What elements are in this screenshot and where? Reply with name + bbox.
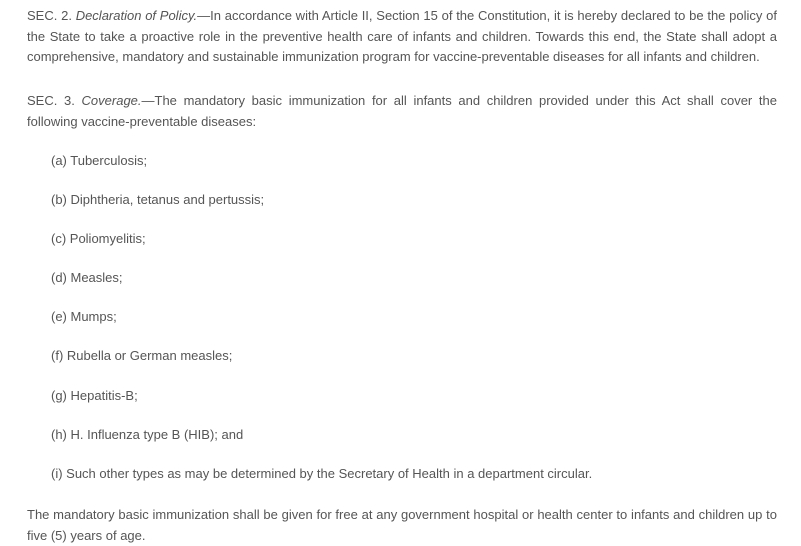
disease-list-item-c: (c) Poliomyelitis;	[51, 231, 146, 247]
section-2-heading: Declaration of Policy.	[75, 8, 198, 23]
section-2-number: SEC. 2.	[27, 8, 76, 23]
disease-list-item-b: (b) Diphtheria, tetanus and pertussis;	[51, 192, 265, 208]
section-2-declaration-of-policy	[27, 6, 777, 68]
disease-list-item-f: (f) Rubella or German measles;	[51, 348, 233, 364]
section-2-text: —In accordance with Article II, Section 15 of the Constitution, it is hereby declared to be the policy of the State to take a proactive role in the preventive health care of infants and children. Towards this end, the State shall adopt a comprehensive, mandatory and sustainable immunization program for vaccine-preventable diseases for all infants and children.	[27, 8, 777, 65]
disease-list-item-d: (d) Measles;	[51, 270, 123, 286]
section-3-heading: Coverage.	[81, 93, 142, 108]
closing-paragraph: The mandatory basic immunization shall be given for free at any government hospital or health center to infants and children up to five (5) years of age.	[27, 507, 777, 543]
section-3-coverage	[27, 91, 777, 132]
section-3-text: —The mandatory basic immunization for all infants and children provided under this Act shall cover the following vaccine-preventable diseases:	[27, 93, 777, 129]
disease-list-item-h: (h) H. Influenza type B (HIB); and	[51, 426, 244, 442]
disease-list-item-a: (a) Tuberculosis;	[51, 153, 148, 168]
section-3-number: SEC. 3.	[27, 93, 82, 108]
disease-list-item-e: (e) Mumps;	[51, 309, 117, 325]
disease-list-item-i: (i) Such other types as may be determined by the Secretary of Health in a department circular.	[51, 465, 593, 481]
disease-list	[51, 151, 592, 503]
disease-list-item-g: (g) Hepatitis-B;	[51, 387, 138, 403]
